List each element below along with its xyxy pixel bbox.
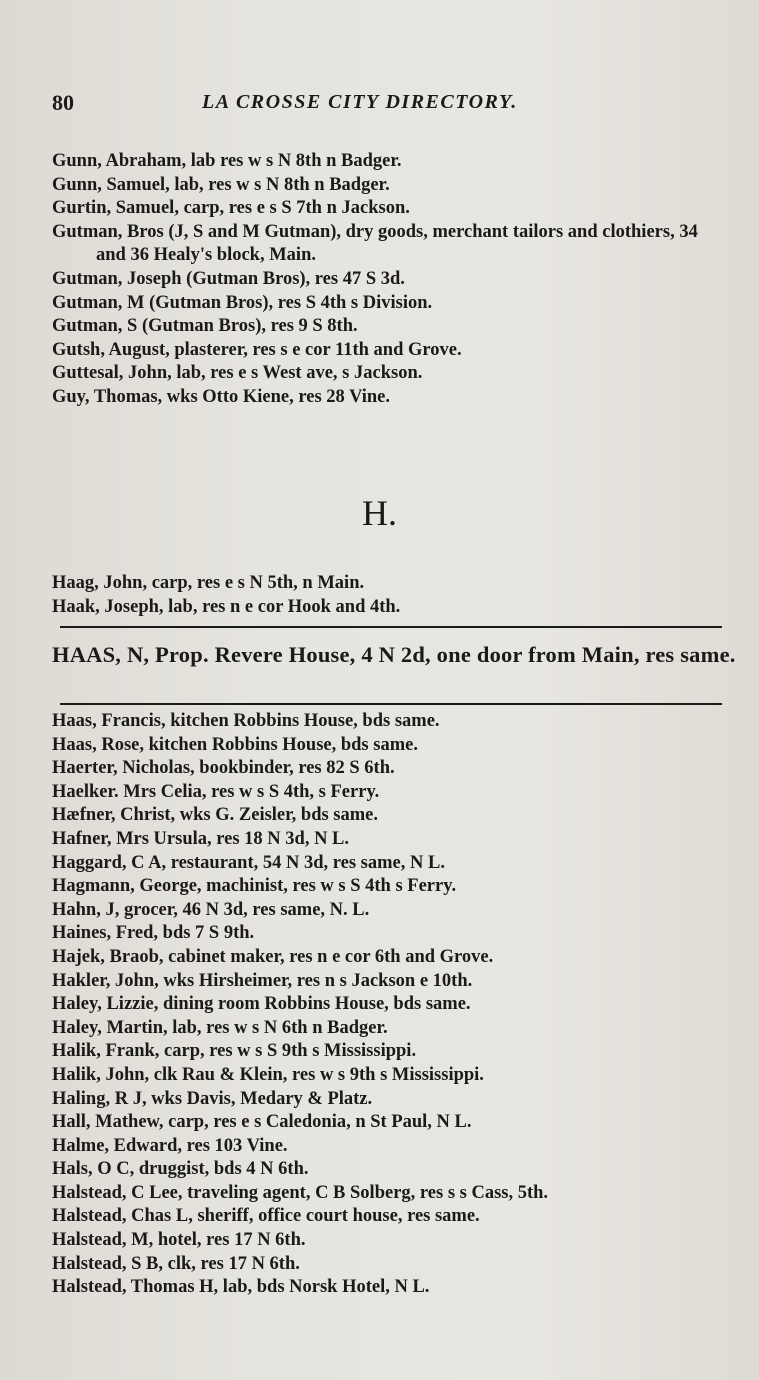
directory-entry: Haag, John, carp, res e s N 5th, n Main. bbox=[52, 573, 365, 593]
directory-entry: Hals, O C, druggist, bds 4 N 6th. bbox=[52, 1159, 309, 1180]
directory-entry: Hajek, Braob, cabinet maker, res n e cor 6th and Grove. bbox=[52, 946, 494, 967]
directory-entry: Halstead, Chas L, sheriff, office court house, res same. bbox=[52, 1206, 480, 1227]
directory-entry: Hahn, J, grocer, 46 N 3d, res same, N. L. bbox=[52, 899, 370, 920]
directory-entry: Halik, John, clk Rau & Klein, res w s 9th s Mississippi. bbox=[52, 1064, 484, 1085]
running-title: LA CROSSE CITY DIRECTORY. bbox=[202, 91, 518, 113]
directory-entry: Haerter, Nicholas, bookbinder, res 82 S 6th. bbox=[52, 758, 395, 779]
directory-entry: Haines, Fred, bds 7 S 9th. bbox=[52, 923, 255, 944]
directory-entry: Halstead, S B, clk, res 17 N 6th. bbox=[52, 1253, 300, 1274]
section-letter-heading: H. bbox=[362, 493, 397, 533]
entries-h-top-section bbox=[52, 572, 722, 619]
directory-entry: Haley, Lizzie, dining room Robbins House, bds same. bbox=[52, 994, 471, 1015]
directory-entry: Gutman, S (Gutman Bros), res 9 S 8th. bbox=[52, 316, 358, 337]
divider-rule bbox=[60, 626, 722, 628]
directory-entry: Haak, Joseph, lab, res n e cor Hook and 4th. bbox=[52, 596, 401, 617]
directory-entry: Halstead, Thomas H, lab, bds Norsk Hotel, N L. bbox=[52, 1277, 430, 1298]
directory-entry: Gunn, Abraham, lab res w s N 8th n Badger. bbox=[52, 151, 402, 171]
directory-entry: Haas, Rose, kitchen Robbins House, bds same. bbox=[52, 734, 418, 755]
directory-entry: Gutman, Joseph (Gutman Bros), res 47 S 3d. bbox=[52, 268, 405, 289]
divider-rule bbox=[60, 703, 722, 705]
directory-entry: Gutman, M (Gutman Bros), res S 4th s Division. bbox=[52, 292, 433, 313]
entries-h-section bbox=[52, 710, 722, 1300]
advertisement-entry: HAAS, N, Prop. Revere House, 4 N 2d, one door from Main, res same. bbox=[52, 642, 736, 667]
directory-entry: Guttesal, John, lab, res e s West ave, s Jackson. bbox=[52, 363, 423, 384]
directory-entry: Gutman, Bros (J, S and M Gutman), dry goods, merchant tailors and clothiers, 34 and 36 Healy's block, Main. bbox=[52, 221, 698, 266]
directory-entry: Gurtin, Samuel, carp, res e s S 7th n Jackson. bbox=[52, 198, 410, 219]
directory-entry: Halik, Frank, carp, res w s S 9th s Mississippi. bbox=[52, 1041, 417, 1062]
page-number: 80 bbox=[52, 90, 74, 115]
directory-entry: Halstead, C Lee, traveling agent, C B Solberg, res s s Cass, 5th. bbox=[52, 1182, 549, 1203]
directory-entry: Hafner, Mrs Ursula, res 18 N 3d, N L. bbox=[52, 828, 350, 849]
directory-entry: Haley, Martin, lab, res w s N 6th n Badger. bbox=[52, 1017, 388, 1038]
directory-entry: Gutsh, August, plasterer, res s e cor 11th and Grove. bbox=[52, 339, 462, 360]
directory-entry: Hæfner, Christ, wks G. Zeisler, bds same. bbox=[52, 805, 378, 826]
directory-entry: Haling, R J, wks Davis, Medary & Platz. bbox=[52, 1088, 373, 1109]
directory-entry: Gunn, Samuel, lab, res w s N 8th n Badger. bbox=[52, 174, 390, 195]
directory-entry: Haas, Francis, kitchen Robbins House, bds same. bbox=[52, 711, 440, 731]
directory-entry: Haggard, C A, restaurant, 54 N 3d, res same, N L. bbox=[52, 852, 445, 873]
entries-g-section bbox=[52, 150, 722, 410]
directory-entry: Hall, Mathew, carp, res e s Caledonia, n St Paul, N L. bbox=[52, 1112, 472, 1133]
directory-entry: Guy, Thomas, wks Otto Kiene, res 28 Vine. bbox=[52, 386, 391, 407]
directory-entry: Halstead, M, hotel, res 17 N 6th. bbox=[52, 1230, 306, 1251]
page-header bbox=[52, 90, 712, 116]
directory-entry: Haelker. Mrs Celia, res w s S 4th, s Ferry. bbox=[52, 781, 380, 802]
directory-entry: Hagmann, George, machinist, res w s S 4th s Ferry. bbox=[52, 876, 457, 897]
directory-entry: Halme, Edward, res 103 Vine. bbox=[52, 1135, 288, 1156]
directory-entry: Hakler, John, wks Hirsheimer, res n s Jackson e 10th. bbox=[52, 970, 473, 991]
